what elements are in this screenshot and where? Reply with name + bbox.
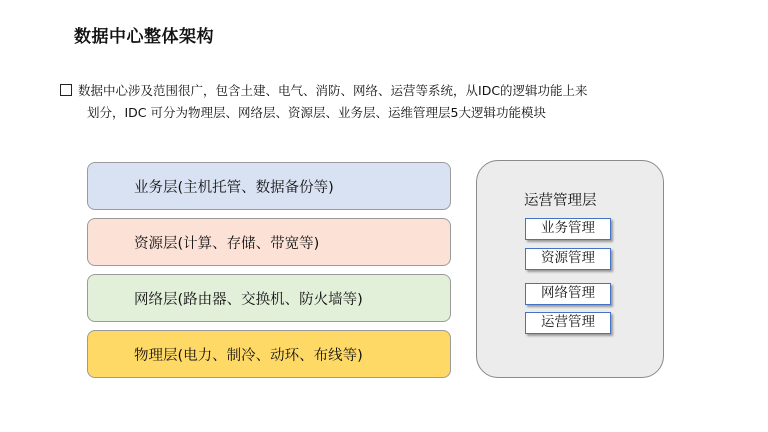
management-item-network: 网络管理 xyxy=(525,283,611,305)
description-line-2: 划分，IDC 可分为物理层、网络层、资源层、业务层、运维管理层5大逻辑功能模块 xyxy=(87,105,546,120)
layer-business xyxy=(87,162,451,210)
layer-physical xyxy=(87,330,451,378)
layer-network xyxy=(87,274,451,322)
management-item-operations: 运营管理 xyxy=(525,312,611,334)
description-line-1 xyxy=(60,80,710,102)
bullet-square-icon xyxy=(60,84,72,96)
management-item-business: 业务管理 xyxy=(525,218,611,240)
layer-resource xyxy=(87,218,451,266)
description-text-1: 数据中心涉及范围很广，包含土建、电气、消防、网络、运营等系统，从IDC的逻辑功能上来 xyxy=(78,83,588,98)
management-item-resource: 资源管理 xyxy=(525,248,611,270)
layer-physical-label: 物理层(电力、制冷、动环、布线等) xyxy=(134,347,363,364)
management-title: 运营管理层 xyxy=(524,193,597,209)
page-title: 数据中心整体架构 xyxy=(74,27,214,47)
layer-resource-label: 资源层(计算、存储、带宽等) xyxy=(134,235,320,252)
layer-business-label: 业务层(主机托管、数据备份等) xyxy=(134,179,334,196)
layer-network-label: 网络层(路由器、交换机、防火墙等) xyxy=(134,291,363,308)
description xyxy=(60,80,710,124)
